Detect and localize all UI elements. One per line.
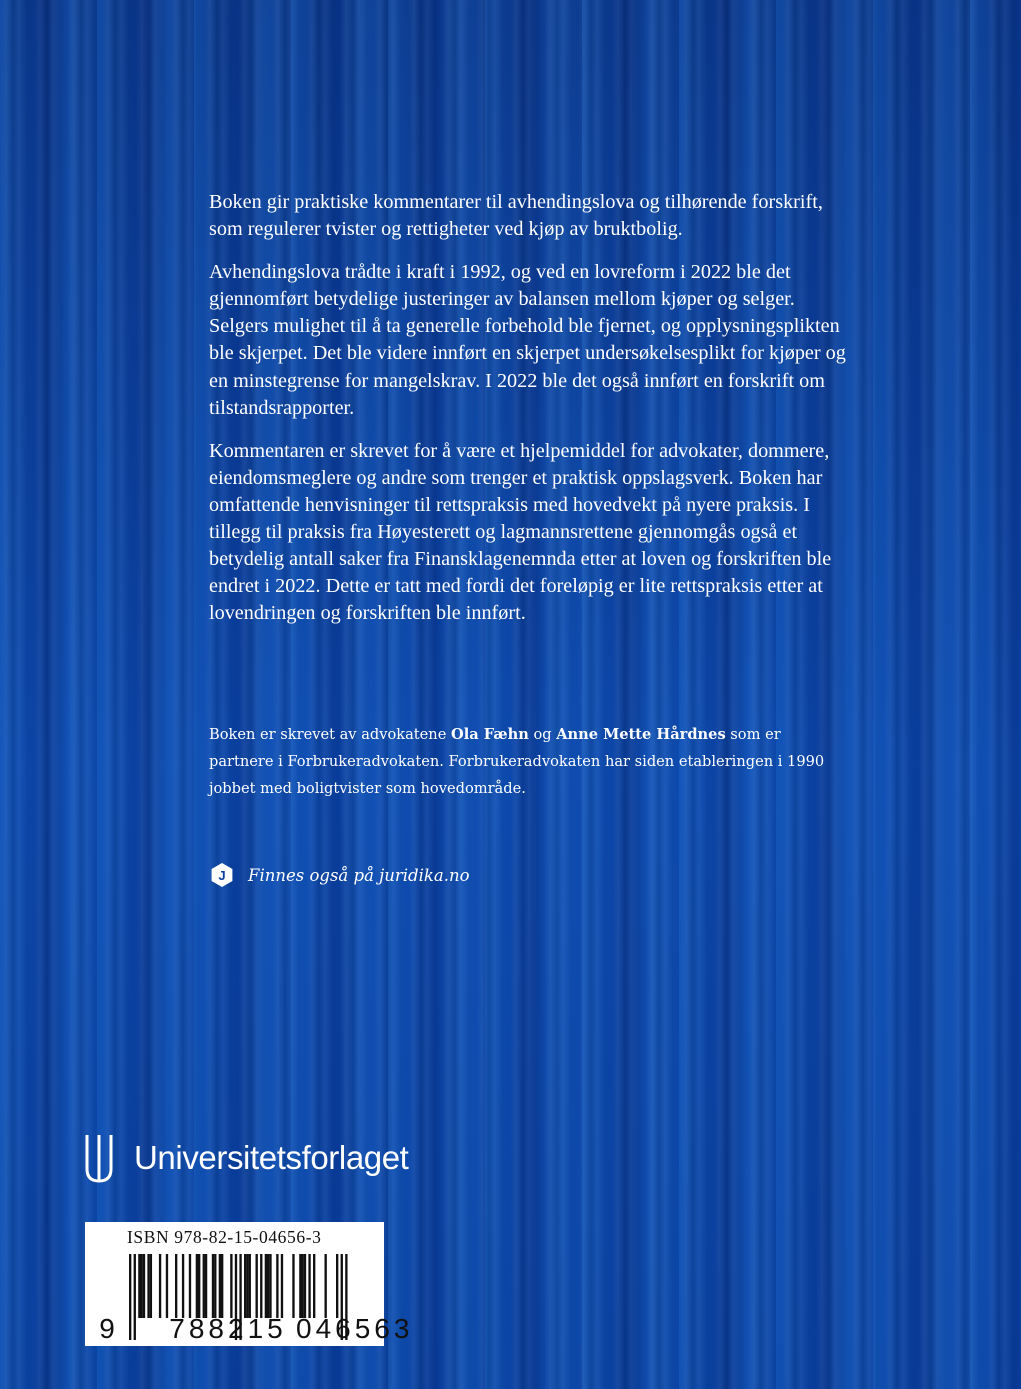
barcode-bar — [281, 1254, 283, 1318]
barcode-bar — [166, 1254, 168, 1318]
barcode-bar — [205, 1254, 207, 1318]
barcode-bar — [150, 1254, 152, 1318]
barcode-bar — [175, 1254, 177, 1318]
juridika-link — [209, 862, 470, 888]
author-note-joiner: og — [528, 726, 557, 743]
barcode-bar — [244, 1254, 246, 1318]
barcode-bar — [159, 1254, 161, 1318]
barcode-bar — [265, 1254, 267, 1318]
barcode-bar — [219, 1254, 221, 1318]
barcode-bar — [221, 1254, 223, 1318]
author-note-rest: som er partnere i Forbrukeradvokaten. Forbrukeradvokaten har siden etableringen i 1990 jobbet med boligtvister som hovedområde. — [209, 726, 825, 797]
barcode-bar — [299, 1254, 301, 1318]
barcode-bar — [304, 1254, 306, 1318]
barcode-bar — [189, 1254, 191, 1318]
author-note — [209, 722, 849, 802]
juridika-j-icon — [209, 862, 235, 888]
barcode-bar — [129, 1254, 131, 1340]
universitetsforlaget-logo — [83, 1132, 115, 1184]
barcode-bar — [269, 1254, 271, 1318]
description-text — [209, 189, 849, 643]
barcode-bar — [203, 1254, 205, 1318]
description-paragraph-1: Boken gir praktiske kommentarer til avhendingslova og tilhørende forskrift, som regulerer tvister og rettigheter ved kjøp av bruktbolig. — [209, 191, 823, 241]
barcode-bar — [249, 1254, 251, 1318]
juridika-icon-letter: J — [218, 868, 226, 883]
description-paragraph-3: Kommentaren er skrevet for å være et hjelpemiddel for advokater, dommere, eiendomsmeglere og andre som trenger et praktisk oppslagsverk. Boken har omfattende henvisninger til rettspraksis med hovedvekt på nyere praksis. I tillegg til praksis fra Høyesterett og lagmannsrettene gjennomgås også et betydelig antall saker fra Finansklagenemnda etter at loven og forskriften ble endret i 2022. Dette er tatt med fordi det foreløpig er lite rettspraksis etter at lovendringen og forskriften ble innført. — [209, 439, 832, 625]
barcode-bar — [302, 1254, 304, 1318]
barcode-bar — [256, 1254, 258, 1318]
barcode-bar — [138, 1254, 140, 1318]
isbn-label: ISBN 978-82-15-04656-3 — [127, 1227, 322, 1247]
barcode-bar — [246, 1254, 248, 1318]
isbn-barcode — [85, 1222, 414, 1346]
publisher-name: Universitetsforlaget — [134, 1139, 409, 1176]
barcode-bar — [308, 1254, 310, 1318]
juridika-text: Finnes også på juridika.no — [248, 865, 470, 885]
barcode-bar — [267, 1254, 269, 1318]
barcode-bar — [143, 1254, 145, 1318]
barcode-bar — [260, 1254, 262, 1318]
barcode-bar — [336, 1254, 338, 1318]
barcode-right-digits: 046563 — [296, 1313, 414, 1344]
barcode-bar — [325, 1254, 327, 1318]
barcode-bar — [313, 1254, 315, 1318]
author-note-intro: Boken er skrevet av advokatene — [209, 726, 451, 743]
barcode-bar — [198, 1254, 200, 1318]
publisher-block — [83, 1132, 408, 1184]
barcode-left-digits: 788215 — [169, 1313, 287, 1344]
barcode-bar — [196, 1254, 198, 1318]
barcode-bar — [212, 1254, 214, 1318]
barcode-bar — [141, 1254, 143, 1318]
barcode-bar — [276, 1254, 278, 1318]
barcode-bar — [134, 1254, 136, 1340]
barcode-bar — [182, 1254, 184, 1318]
barcode-bar — [147, 1254, 149, 1318]
author-name-2: Anne Mette Hårdnes — [556, 726, 726, 743]
barcode-lead-digit: 9 — [99, 1313, 115, 1344]
description-paragraph-2: Avhendingslova trådte i kraft i 1992, og ved en lovreform i 2022 ble det gjennomført betydelige justeringer av balansen mellom kjøper og selger. Selgers mulighet til å ta generelle forbehold ble fjernet, og opplysningsplikten ble skjerpet. Det ble videre innført en skjerpet undersøkelsesplikt for kjøper og en minstegrense for mangelskrav. I 2022 ble det også innført en forskrift om tilstandsrapporter. — [209, 261, 846, 419]
barcode-graphic — [85, 1222, 414, 1346]
barcode-bar — [214, 1254, 216, 1318]
barcode-bar — [292, 1254, 294, 1318]
barcode-bar — [230, 1254, 232, 1318]
author-name-1: Ola Fæhn — [451, 726, 529, 743]
